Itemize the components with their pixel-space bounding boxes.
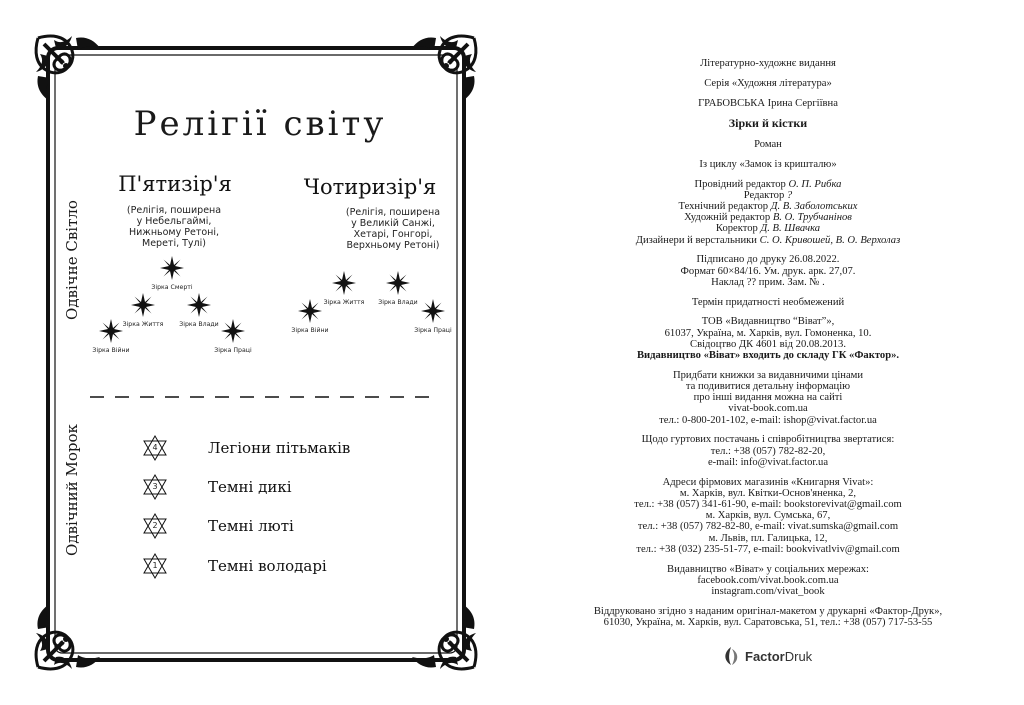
four-star-star-life: [324, 271, 365, 306]
series-block: [512, 78, 1024, 89]
staff-role: Дизайнери й верстальники: [635, 234, 757, 246]
stores-line: Адреси фірмових магазинів «Книгарня Vivat»:: [662, 476, 874, 488]
rank-number: 4: [152, 443, 158, 452]
star-label: Зірка Війни: [291, 327, 329, 334]
publisher-block: [512, 316, 1024, 361]
buy-info-line: тел.: 0-800-201-102, e-mail: ishop@vivat.factor.ua: [659, 414, 877, 426]
rank-number: 2: [152, 521, 158, 530]
stores-line: м. Львів, пл. Галицька, 12,: [708, 532, 828, 544]
social-line: Видавництво «Віват» у соціальних мережах:: [667, 563, 869, 575]
staff-role: Коректор: [715, 223, 758, 235]
eternal-dark-label: Одвічний Морок: [63, 424, 81, 556]
hexagram-icon: [140, 511, 170, 541]
staff-line: [512, 223, 1024, 234]
staff-line: [512, 201, 1024, 212]
logo-text: [745, 649, 812, 664]
dark-rank-item: [140, 511, 294, 541]
social-line: facebook.com/vivat.book.com.ua: [697, 574, 839, 586]
printed-block: [512, 606, 1024, 628]
edition-type: Літературно-художнє видання: [700, 58, 836, 69]
star-label: Зірка Життя: [122, 321, 164, 328]
buy-info-line: про інші видання можна на сайті: [693, 392, 843, 404]
series: Серія «Художня література»: [704, 77, 832, 89]
rank-name: Темні люті: [208, 517, 294, 535]
print-info-line: Формат 60×84/16. Ум. друк. арк. 27,07.: [680, 265, 856, 277]
stores-line: м. Харків, вул. Квітки-Основ'яненка, 2,: [679, 487, 857, 499]
four-star-desc-line: Верхньому Ретоні): [346, 240, 440, 251]
wholesale-block: [512, 434, 1024, 468]
publisher-group: Видавництво «Віват» входить до складу ГК «Фактор».: [636, 350, 900, 361]
buy-info-line: vivat-book.com.ua: [728, 403, 808, 415]
five-star-star-life: [123, 293, 164, 328]
cycle-block: [512, 159, 1024, 170]
hexagram-icon: [140, 472, 170, 502]
book-title: Зірки й кістки: [728, 116, 808, 131]
staff-line: [512, 179, 1024, 190]
printed-line: Віддруковано згідно з наданим оригінал-макетом у друкарні «Фактор-Друк»,: [593, 605, 943, 617]
five-star-star-labor: [214, 319, 252, 354]
stores-line: тел.: +38 (057) 341-61-90, e-mail: bookstorevivat@gmail.com: [634, 499, 902, 511]
factor-leaf-icon: [722, 646, 740, 666]
wholesale-line: e-mail: info@vivat.factor.ua: [707, 456, 829, 468]
title-block: [512, 117, 1024, 130]
stores-line: тел.: +38 (032) 235-51-77, e-mail: bookvivatlviv@gmail.com: [636, 543, 900, 555]
staff-name: Д. В. Заболотських: [770, 200, 858, 212]
four-star-desc-line: Хетарі, Гонгорі,: [353, 229, 433, 240]
staff-line: [512, 190, 1024, 201]
buy-info-block: [512, 370, 1024, 426]
staff-name: Д. В. Швачка: [760, 223, 821, 235]
five-star-star-death: [151, 256, 192, 291]
rank-name: Темні володарі: [208, 557, 327, 575]
star-label: Зірка Влади: [179, 321, 219, 328]
staff-name: С. О. Кривошей, В. О. Верхолаз: [759, 234, 901, 246]
staff-role: Редактор: [743, 189, 785, 201]
dark-rank-item: [140, 472, 292, 502]
four-star-star-labor: [414, 299, 452, 334]
four-star-star-power: [378, 271, 417, 306]
section-divider: [88, 394, 438, 400]
eternal-light-label: Одвічне Світло: [63, 200, 81, 320]
four-star-title: Чотиризір'я: [303, 175, 437, 199]
author-block: [512, 98, 1024, 109]
genre: Роман: [754, 138, 782, 150]
wholesale-line: Щодо гуртових постачань і співробітництва звертатися:: [641, 434, 895, 446]
print-info-line: Наклад ?? прим. Зам. № .: [711, 276, 825, 288]
colophon-text: [512, 58, 1024, 637]
staff-line: [512, 212, 1024, 223]
genre-block: [512, 139, 1024, 150]
star-label: Зірка Смерті: [151, 284, 193, 291]
right-page-colophon: [512, 0, 1024, 705]
publisher-line: ТОВ «Видавництво “Віват”»,: [701, 316, 835, 328]
star-label: Зірка Влади: [378, 299, 418, 306]
staff-role: Художній редактор: [684, 212, 771, 224]
five-star-title: П'ятизір'я: [118, 172, 232, 196]
star-label: Зірка Праці: [414, 327, 452, 334]
star-label: Зірка Життя: [323, 299, 365, 306]
staff-block: [512, 179, 1024, 246]
rank-number: 3: [152, 482, 158, 491]
staff-role: Технічний редактор: [678, 200, 769, 212]
five-star-desc-line: Мереті, Тулі): [142, 238, 206, 249]
edition-block: [512, 58, 1024, 69]
buy-info-line: Придбати книжки за видавничими цінами: [672, 369, 864, 381]
star-label: Зірка Війни: [92, 347, 130, 354]
validity-block: [512, 297, 1024, 308]
four-star-desc-line: (Релігія, поширена: [345, 207, 441, 218]
dark-rank-item: [140, 551, 327, 581]
page-title: Релігії світу: [133, 104, 387, 144]
rank-name: Темні дикі: [208, 478, 292, 496]
cycle: Із циклу «Замок із кришталю»: [699, 158, 837, 170]
buy-info-line: та подивитися детальну інформацію: [685, 381, 851, 392]
print-info-block: [512, 254, 1024, 288]
wholesale-line: тел.: +38 (057) 782-82-20,: [710, 445, 826, 457]
five-star-desc-line: Нижньому Ретоні,: [128, 227, 220, 238]
publisher-line: Свідоцтво ДК 4601 від 20.08.2013.: [690, 338, 846, 350]
staff-line: [512, 235, 1024, 246]
social-line: instagram.com/vivat_book: [711, 586, 825, 598]
rank-name: Легіони пітьмаків: [208, 439, 351, 457]
dark-rank-item: [140, 433, 350, 463]
printed-line: 61030, Україна, м. Харків, вул. Саратовська, 51, тел.: +38 (057) 717-53-55: [603, 617, 933, 629]
author: ГРАБОВСЬКА Ірина Сергіївна: [698, 97, 838, 109]
five-star-desc-line: (Релігія, поширена: [126, 205, 222, 216]
stores-block: [512, 477, 1024, 555]
stores-line: тел.: +38 (057) 782-82-80, e-mail: vivat.sumska@gmail.com: [637, 521, 899, 533]
logo-text-druk: Druk: [784, 648, 813, 664]
validity: Термін придатності необмежений: [691, 296, 845, 308]
star-label: Зірка Праці: [214, 347, 252, 354]
staff-name: ?: [786, 189, 793, 201]
logo-text-factor: Factor: [745, 648, 785, 664]
social-block: [512, 564, 1024, 598]
factor-druk-logo: [722, 645, 812, 667]
four-star-desc-line: у Великій Санжі,: [351, 218, 435, 229]
staff-name: В. О. Трубчанінов: [772, 212, 852, 224]
staff-role: Провідний редактор: [694, 178, 786, 190]
hexagram-icon: [140, 433, 170, 463]
hexagram-icon: [140, 551, 170, 581]
five-star-star-power: [179, 293, 218, 328]
rank-number: 1: [152, 561, 158, 570]
staff-name: О. П. Рибка: [788, 178, 842, 190]
publisher-line: 61037, Україна, м. Харків, вул. Гомоненка, 10.: [664, 327, 872, 339]
five-star-desc-line: у Небельгаймі,: [136, 216, 212, 227]
print-info-line: Підписано до друку 26.08.2022.: [696, 254, 840, 266]
stores-line: м. Харків, вул. Сумська, 67,: [705, 510, 831, 522]
